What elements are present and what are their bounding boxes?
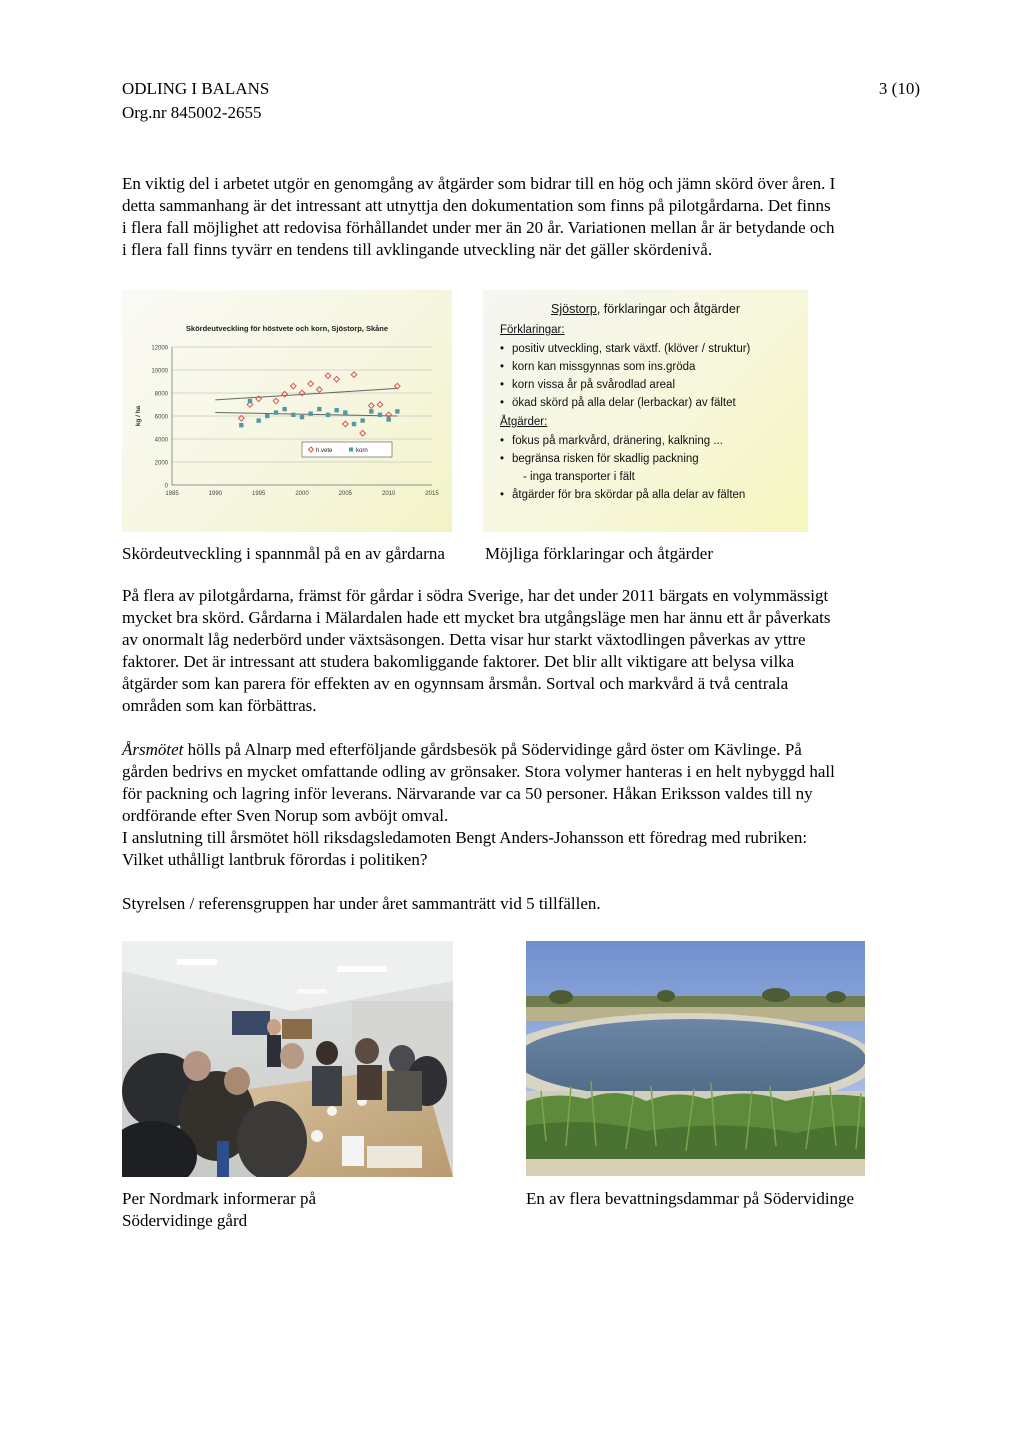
explanations-title-rest: , förklaringar och åtgärder (596, 302, 740, 316)
x-tick-label: 2005 (338, 491, 353, 497)
intro-line: i flera fall möjlighet att redovisa förhållandet under mer än 20 år. Variationen mellan år är betydande och (122, 218, 835, 237)
y-tick-label: 2000 (154, 460, 168, 467)
paragraph-line: faktorer. Det är intressant att studera bakomliggande faktorer. Det blir allt viktigare att belysa vilka (122, 652, 795, 671)
yield-chart-panel (122, 290, 452, 532)
org-number: Org.nr 845002-2655 (122, 103, 262, 122)
measure-item: • begränsa risken för skadlig packning (500, 453, 699, 465)
data-point-hvete (273, 398, 279, 404)
explanation-item: • korn vissa år på svårodlad areal (500, 379, 675, 391)
x-tick-label: 2010 (381, 491, 396, 497)
chart-caption: Skördeutveckling i spannmål på en av gårdarna (122, 544, 445, 563)
data-point-hvete (291, 383, 297, 389)
paragraph-line: av onormalt låg nederbörd under växtsäsongen. Detta visar hur starkt växtodlingen påverkas av yttre (122, 630, 806, 649)
explanations-title (483, 302, 808, 316)
explanations-panel (483, 290, 808, 532)
data-point-hvete (308, 381, 314, 387)
paragraph-line: På flera av pilotgårdarna, främst för gårdar i södra Sverige, har det under 2011 bärgats en volymmässigt (122, 586, 829, 605)
data-point-korn (369, 409, 373, 413)
bullet-icon: • (500, 453, 505, 465)
paragraph-line: för packning och lagring inför leverans. Närvarande var ca 50 personer. Håkan Eriksson valdes till ny (122, 784, 813, 803)
meeting-photo (122, 941, 453, 1177)
x-tick-label: 2015 (425, 491, 439, 497)
legend-label-korn: korn (356, 448, 368, 454)
data-point-hvete (317, 387, 323, 393)
data-point-hvete (360, 430, 366, 436)
chart-title: Skördeutveckling för höstvete och korn, Sjöstorp, Skåne (185, 324, 389, 333)
y-tick-label: 10000 (151, 368, 168, 375)
paragraph-line: åtgärder som kan parera för effekten av en ogynnsam årsmån. Sortval och markvård ä två centrala (122, 674, 789, 693)
explanations-title-farm: Sjöstorp (551, 302, 597, 316)
measure-item: • åtgärder för bra skördar på alla delar av fälten (500, 489, 746, 501)
data-point-hvete (351, 372, 357, 378)
paragraph-line: Årsmötet hölls på Alnarp med efterföljande gårdsbesök på Södervidinge gård öster om Kävlinge. På (122, 740, 802, 759)
bullet-icon: • (500, 397, 505, 409)
trendline (215, 388, 397, 400)
data-point-korn (326, 413, 330, 417)
data-point-hvete (377, 402, 383, 408)
section-heading-explanations: Förklaringar: (500, 324, 565, 336)
paragraph-line: mycket bra skörd. Gårdarna i Mälardalen hade ett mycket bra utgångsläge men har ännu ett år påverkats (122, 608, 831, 627)
data-point-hvete (369, 403, 375, 409)
paragraph-line: gården bedrivs en mycket omfattande odling av grönsaker. Stora volymer hanteras i en helt nybyggd hall (122, 762, 835, 781)
data-point-hvete (343, 421, 349, 427)
annual-meeting-paragraph (122, 739, 928, 871)
pond-photo-caption: En av flera bevattningsdammar på Södervidinge (526, 1189, 855, 1208)
paragraph-line: Vilket uthålligt lantbruk förordas i politiken? (122, 850, 428, 869)
irrigation-pond-photo (526, 941, 865, 1176)
data-point-hvete (386, 412, 392, 418)
meeting-photo-image (122, 941, 453, 1177)
x-tick-label: 2000 (295, 491, 309, 497)
paragraph-line: ordförande efter Sven Norup som avböjt omval. (122, 806, 449, 825)
explanation-item: • korn kan missgynnas som ins.gröda (500, 361, 696, 373)
y-tick-label: 12000 (151, 345, 168, 352)
y-tick-label: 6000 (154, 414, 168, 421)
measure-item: • fokus på markvård, dränering, kalkning ... (500, 435, 723, 447)
explanations-caption: Möjliga förklaringar och åtgärder (485, 544, 713, 563)
y-tick-label: 8000 (154, 391, 168, 398)
bullet-icon: • (500, 379, 505, 391)
paragraph-line: områden som kan förbättras. (122, 696, 317, 715)
data-point-korn (239, 423, 243, 427)
page-number: 3 (10) (878, 79, 920, 98)
data-point-korn (300, 415, 304, 419)
data-point-korn (395, 409, 399, 413)
data-point-korn (256, 418, 260, 422)
data-point-korn (352, 422, 356, 426)
explanation-item: • ökad skörd på alla delar (lerbackar) av fältet (500, 397, 736, 409)
data-point-korn (274, 410, 278, 414)
data-point-hvete (325, 373, 331, 379)
data-point-korn (360, 418, 364, 422)
y-tick-label: 0 (164, 483, 168, 490)
data-point-korn (308, 412, 312, 416)
data-point-korn (343, 410, 347, 414)
data-point-korn (248, 399, 252, 403)
x-tick-label: 1985 (165, 491, 179, 497)
section-heading-measures: Åtgärder: (500, 416, 548, 428)
data-point-korn (265, 414, 269, 418)
bullet-icon: • (500, 489, 505, 501)
bullet-icon: • (500, 435, 505, 447)
x-tick-label: 1995 (251, 491, 266, 497)
intro-paragraph (122, 173, 928, 261)
data-point-korn (378, 413, 382, 417)
y-tick-label: 4000 (154, 437, 168, 444)
intro-line: En viktig del i arbetet utgör en genomgång av åtgärder som bidrar till en hög och jämn skörd över åren. I (122, 174, 836, 193)
intro-line: detta sammanhang är det intressant att utnyttja den dokumentation som finns på pilotgårdarna. Det finns (122, 196, 831, 215)
bullet-icon: • (500, 361, 505, 373)
data-point-korn (317, 407, 321, 411)
data-point-korn (334, 408, 338, 412)
data-point-korn (282, 407, 286, 411)
data-point-korn (386, 417, 390, 421)
x-tick-label: 1990 (208, 491, 223, 497)
yield-chart (122, 290, 452, 532)
bullet-icon: • (500, 343, 505, 355)
harvest-paragraph (122, 585, 918, 717)
org-name: ODLING I BALANS (122, 79, 270, 98)
data-point-hvete (334, 376, 340, 382)
legend-label-hvete: h.vete (316, 448, 333, 454)
irrigation-pond-image (526, 941, 865, 1176)
legend-marker-korn (349, 448, 353, 452)
paragraph-line: I anslutning till årsmötet höll riksdagsledamoten Bengt Anders-Johansson ett föredrag med rubriken: (122, 828, 808, 847)
data-point-korn (291, 413, 295, 417)
board-meetings-paragraph: Styrelsen / referensgruppen har under året sammanträtt vid 5 tillfällen. (122, 894, 601, 913)
explanation-item: • positiv utveckling, stark växtf. (klöver / struktur) (500, 343, 751, 355)
intro-line: i flera fall finns tyvärr en tendens till avklingande utveckling när det gäller skördenivå. (122, 240, 713, 259)
annual-meeting-lead: Årsmötet (122, 740, 184, 759)
meeting-photo-caption: Per Nordmark informerar på Södervidinge gård (122, 1189, 317, 1230)
y-axis-label: kg / ha (135, 405, 142, 427)
measure-sub-item: - inga transporter i fält (523, 471, 635, 483)
